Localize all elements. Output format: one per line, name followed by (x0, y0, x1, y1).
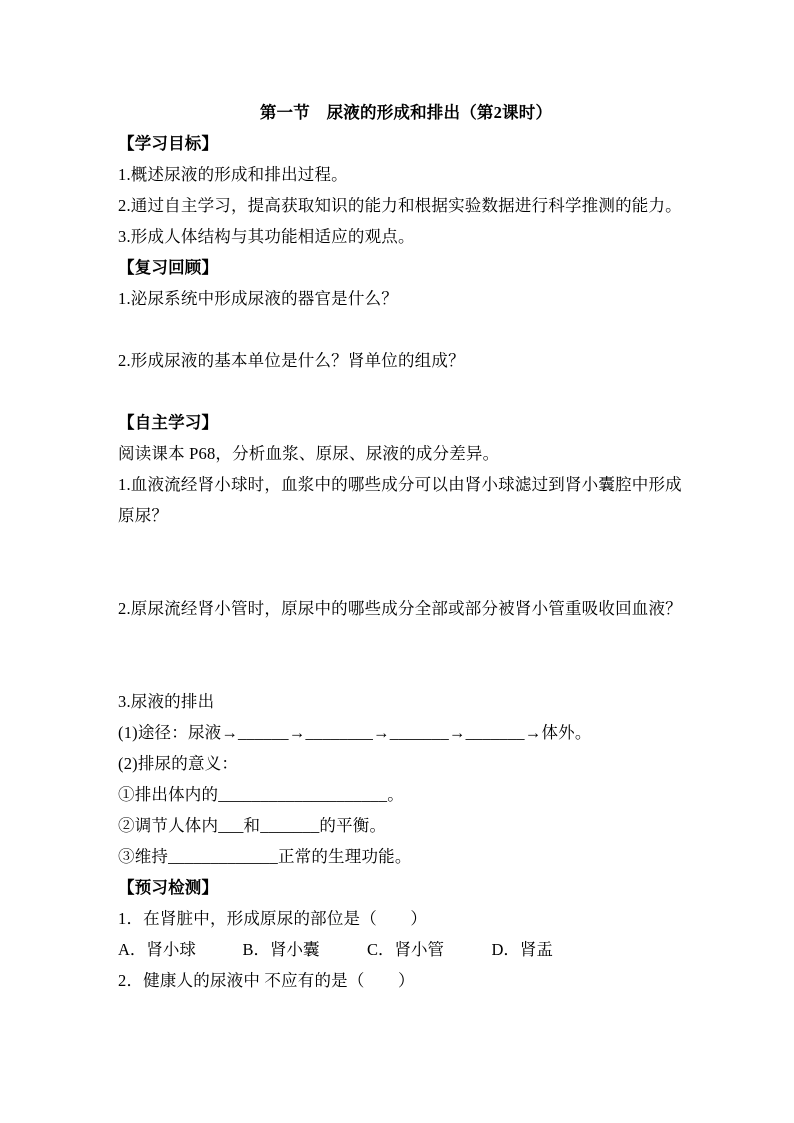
option-c: C．肾小管 (367, 940, 445, 959)
option-d: D．肾盂 (491, 940, 553, 959)
blank-space (118, 531, 694, 593)
learning-goal-1: 1.概述尿液的形成和排出过程。 (118, 165, 348, 184)
pretest-question-2: 2．健康人的尿液中 不应有的是（ ） (118, 971, 415, 990)
option-a: A．肾小球 (118, 940, 196, 959)
heading-self-study: 【自主学习】 (118, 413, 219, 432)
pretest-question-1: 1．在肾脏中，形成原尿的部位是（ ） (118, 909, 428, 928)
self-study-question-3-heading: 3.尿液的排出 (118, 692, 215, 711)
urination-meaning-3: ③维持_____________正常的生理功能。 (118, 847, 412, 866)
blank-space (118, 314, 694, 345)
self-study-question-1: 1.血液流经肾小球时，血浆中的哪些成分可以由肾小球滤过到肾小囊腔中形成原尿？ (118, 475, 682, 525)
urination-meaning-2: ②调节人体内___和_______的平衡。 (118, 816, 387, 835)
option-b: B．肾小囊 (242, 940, 320, 959)
pretest-question-1-options (118, 934, 694, 965)
heading-review: 【复习回顾】 (118, 258, 219, 277)
review-question-1: 1.泌尿系统中形成尿液的器官是什么？ (118, 289, 398, 308)
heading-pretest: 【预习检测】 (118, 878, 219, 897)
review-question-2: 2.形成尿液的基本单位是什么？肾单位的组成？ (118, 351, 465, 370)
urination-meaning-1: ①排出体内的____________________。 (118, 785, 404, 804)
blank-space (118, 376, 694, 407)
doc-title: 第一节 尿液的形成和排出（第2课时） (259, 103, 553, 122)
learning-goal-3: 3.形成人体结构与其功能相适应的观点。 (118, 227, 415, 246)
self-study-intro: 阅读课本 P68，分析血浆、原尿、尿液的成分差异。 (118, 444, 500, 463)
urination-meaning-label: (2)排尿的意义： (118, 754, 239, 773)
blank-space (118, 624, 694, 686)
self-study-question-2: 2.原尿流经肾小管时，原尿中的哪些成分全部或部分被肾小管重吸收回血液？ (118, 599, 682, 618)
heading-learning-goals: 【学习目标】 (118, 134, 219, 153)
learning-goal-2: 2.通过自主学习，提高获取知识的能力和根据实验数据进行科学推测的能力。 (118, 196, 682, 215)
urine-path-fill-blanks: (1)途径：尿液→______→________→_______→_______→体外。 (118, 723, 592, 742)
